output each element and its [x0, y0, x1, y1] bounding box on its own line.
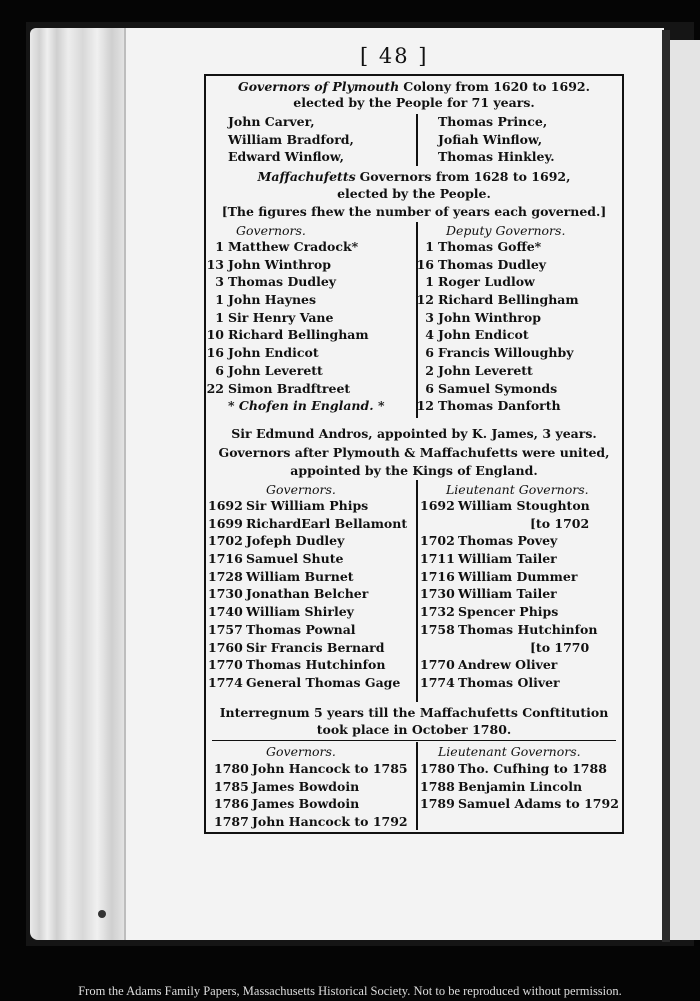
andros-note: Sir Edmund Andros, appointed by K. James, 3 years.: [231, 426, 597, 441]
united-lt-governors-column: [420, 497, 597, 692]
deputy-entry: 2 John Leverett: [425, 362, 533, 378]
united-title: Governors after Plymouth & Maffachufetts were united,: [218, 445, 610, 460]
governor-entry: 1730 Jonathan Belcher: [208, 586, 369, 602]
deputy-entry: 3 John Winthrop: [425, 309, 541, 325]
governor-entry: 1 Sir Henry Vane: [215, 309, 334, 325]
governor-entry: 1786 James Bowdoin: [214, 796, 360, 812]
governor-entry: 1770 Thomas Hutchinfon: [208, 657, 386, 673]
lt-governor-entry: 1758 Thomas Hutchinfon: [420, 621, 598, 637]
deputy-governors-header: Deputy Governors.: [446, 223, 566, 238]
const-governors-header: Governors.: [266, 744, 336, 759]
copyright-footer: From the Adams Family Papers, Massachusetts Historical Society. Not to be reproduced without permission.: [78, 984, 622, 998]
section-rule: [212, 740, 616, 741]
governor-entry: 1787 John Hancock to 1792: [214, 814, 408, 830]
page-number: [ 48 ]: [360, 44, 429, 68]
lt-governor-entry: 1774 Thomas Oliver: [420, 674, 560, 690]
lt-governor-entry: 1730 William Tailer: [420, 586, 557, 602]
united-subtitle: appointed by the Kings of England.: [290, 463, 538, 478]
governors-header: Governors.: [236, 223, 306, 238]
lt-governor-entry: 1716 William Dummer: [420, 568, 578, 584]
plymouth-governor: Thomas Prince,: [438, 114, 548, 129]
lt-governor-entry: 1692 William Stoughton: [420, 498, 590, 513]
governor-entry: 10 Richard Bellingham: [206, 327, 369, 343]
chosen-in-england-note: * Chofen in England. *: [228, 398, 385, 414]
mass-subtitle: elected by the People.: [337, 186, 491, 201]
deputy-entry: 12 Richard Bellingham: [416, 292, 579, 308]
governor-entry: 1780 John Hancock to 1785: [214, 761, 408, 776]
lt-governor-continuation: [to 1702: [530, 515, 590, 531]
lt-governor-entry: 1770 Andrew Oliver: [420, 657, 558, 673]
plymouth-governor: William Bradford,: [228, 131, 354, 147]
governor-entry: 3 Thomas Dudley: [215, 274, 337, 290]
governor-entry: 1774 General Thomas Gage: [208, 674, 401, 690]
lt-governor-entry: 1702 Thomas Povey: [420, 533, 558, 549]
plymouth-governor: Edward Winflow,: [228, 149, 344, 165]
lt-governor-entry: 1732 Spencer Phips: [420, 604, 559, 620]
deputy-entry: 1 Thomas Goffe*: [425, 239, 542, 254]
lt-governor-entry: 1711 William Tailer: [420, 551, 557, 567]
deputy-entry: 6 Samuel Symonds: [425, 380, 558, 396]
plymouth-right-column: [438, 113, 555, 166]
governor-entry: 1757 Thomas Pownal: [208, 621, 356, 637]
governor-entry: 22 Simon Bradftreet: [206, 380, 351, 396]
mass-title: Maffachufetts Governors from 1628 to 1692,: [257, 169, 571, 184]
plymouth-left-column: [228, 113, 354, 166]
governor-entry: 1740 William Shirley: [208, 604, 354, 620]
governors-table: [204, 74, 624, 834]
plymouth-governor: Thomas Hinkley.: [438, 149, 555, 165]
governor-entry: 1785 James Bowdoin: [214, 778, 360, 794]
book-gutter: [662, 30, 670, 942]
governor-entry: 1716 Samuel Shute: [208, 551, 344, 567]
governor-entry: 13 John Winthrop: [206, 256, 331, 272]
united-governors-column: [208, 497, 407, 692]
governor-entry: 1760 Sir Francis Bernard: [208, 639, 385, 655]
lt-governor-entry: 1780 Tho. Cufhing to 1788: [420, 761, 607, 776]
lt-governor-continuation: [to 1770: [530, 639, 590, 655]
deputy-entry: 16 Thomas Dudley: [416, 256, 547, 272]
plymouth-governor: John Carver,: [228, 114, 315, 129]
governor-entry: 1 John Haynes: [215, 292, 317, 308]
governor-entry: 1699 RichardEarl Bellamont: [208, 515, 408, 531]
plymouth-title: Governors of Plymouth Colony from 1620 to 1692.: [238, 79, 590, 94]
plymouth-governor: Jofiah Winflow,: [438, 131, 543, 147]
united-divider: [416, 480, 418, 702]
mass-note: [The figures fhew the number of years each governed.]: [221, 204, 607, 219]
mass-governors-column: [206, 238, 385, 415]
facing-page-edge: [670, 40, 700, 940]
interregnum-line-2: took place in October 1780.: [316, 722, 512, 737]
interregnum-line-1: Interregnum 5 years till the Maffachufetts Conftitution: [219, 705, 609, 720]
const-divider: [416, 742, 418, 830]
governor-entry: 16 John Endicot: [206, 345, 319, 361]
page-stack-edge: [30, 28, 126, 940]
lt-governor-entry: 1788 Benjamin Lincoln: [420, 778, 583, 794]
deputy-entry: 1 Roger Ludlow: [425, 274, 535, 290]
const-lt-governors-column: [420, 760, 619, 813]
plymouth-subtitle: elected by the People for 71 years.: [293, 95, 535, 110]
const-governors-column: [214, 760, 408, 831]
mass-deputies-column: [416, 238, 579, 415]
deputy-entry: 6 Francis Willoughby: [425, 345, 574, 361]
governor-entry: 1 Matthew Cradock*: [215, 239, 359, 254]
united-governors-header: Governors.: [266, 482, 336, 497]
governor-entry: 1692 Sir William Phips: [208, 498, 369, 513]
page-mark: [98, 910, 106, 918]
governor-entry: 1728 William Burnet: [208, 568, 354, 584]
deputy-entry: 12 Thomas Danforth: [416, 398, 561, 414]
deputy-entry: 4 John Endicot: [425, 327, 529, 343]
governor-entry: 6 John Leverett: [215, 362, 323, 378]
united-lt-governors-header: Lieutenant Governors.: [446, 482, 589, 497]
plymouth-divider: [416, 114, 418, 166]
const-lt-governors-header: Lieutenant Governors.: [438, 744, 581, 759]
lt-governor-entry: 1789 Samuel Adams to 1792: [420, 796, 619, 812]
governor-entry: 1702 Jofeph Dudley: [208, 533, 345, 549]
